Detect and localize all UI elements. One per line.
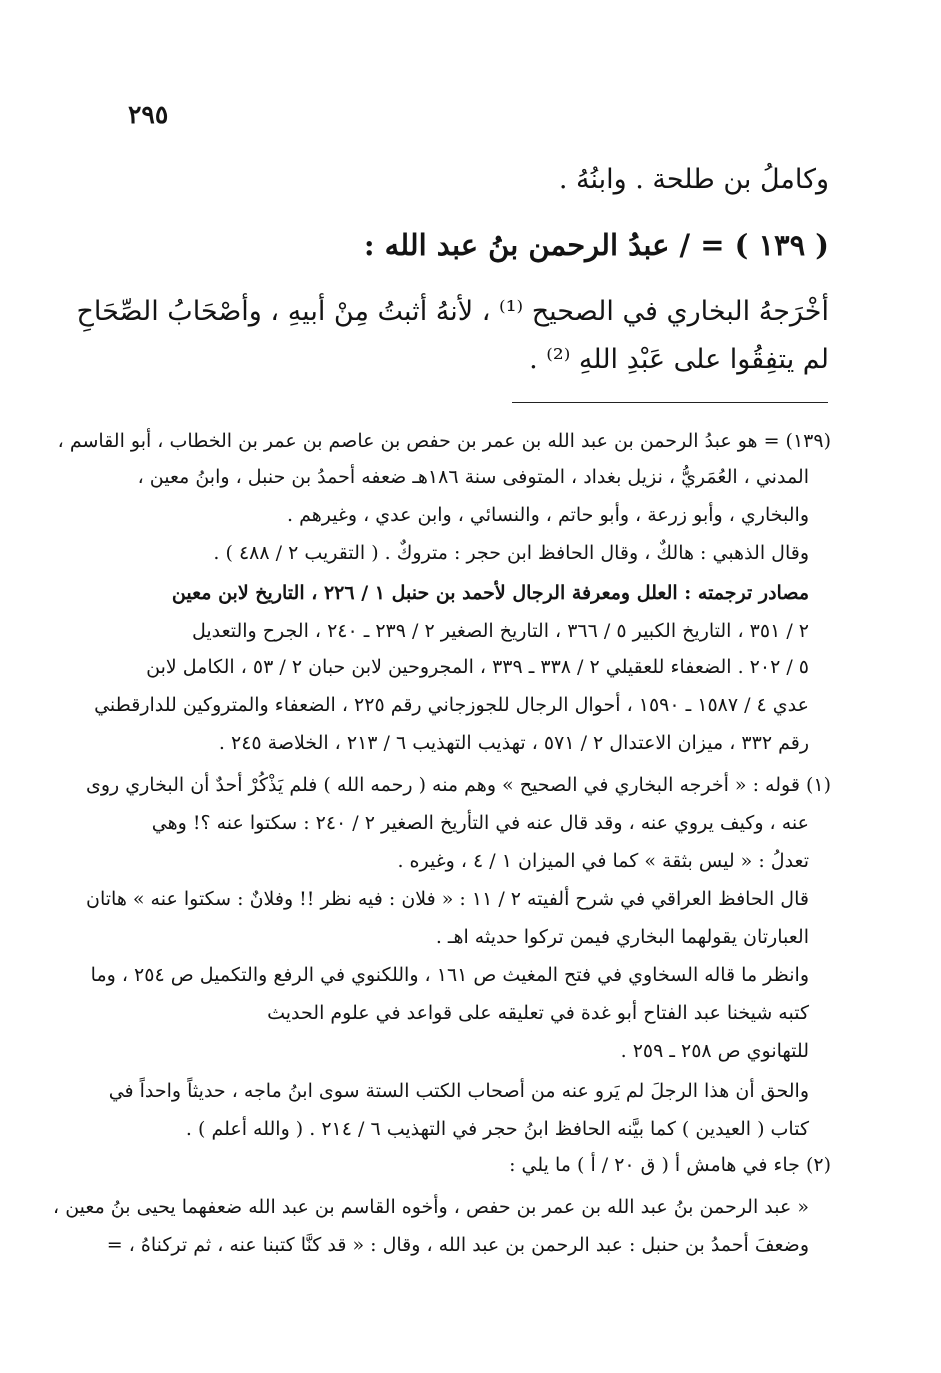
footnote-1-line: عنه ، وكيف يروي عنه ، وقد قال عنه في التأريخ الصغير ٢ / ٢٤٠ : سكتوا عنه ؟! وهي <box>151 812 809 834</box>
footnote-139-line: رقم ٣٣٢ ، ميزان الاعتدال ٢ / ٥٧١ ، تهذيب التهذيب ٦ / ٢١٣ ، الخلاصة ٢٤٥ . <box>218 732 809 754</box>
footnote-139-line: (١٣٩) = هو عبدُ الرحمن بن عبد الله بن عمر بن حفص بن عاصم بن عمر بن الخطاب ، أبو القاسم ، <box>57 430 831 452</box>
body-paragraph-line-2: لم يتفِقُوا على عَبْدِ اللهِ ⁽²⁾ . <box>529 344 829 375</box>
footnote-1-line: (١) قوله : « أخرجه البخاري في الصحيح » وهم منه ( رحمه الله ) فلم يَذْكُرْ أحدٌ أن البخاري روى <box>86 774 831 796</box>
entry-heading: ( ١٣٩ ) = / عبدُ الرحمن بنُ عبد الله : <box>363 228 829 262</box>
footnote-1-line: وانظر ما قاله السخاوي في فتح المغيث ص ١٦١ ، واللكنوي في الرفع والتكميل ص ٢٥٤ ، وما <box>90 964 809 986</box>
footnote-separator <box>512 402 828 403</box>
footnote-2-line: وضعفَ أحمدُ بن حنبل : عبد الرحمن بن عبد الله ، وقال : « قد كنَّا كتبنا عنه ، ثم تركناهُ ، = <box>106 1234 809 1256</box>
footnote-1-line: تعدلُ : « ليس بثقة » كما في الميزان ١ / ٤ ، وغيره . <box>397 850 809 872</box>
footnote-139-line: المدني ، العُمَريُّ ، نزيل بغداد ، المتوفى سنة ١٨٦هـ ضعفه أحمدُ بن حنبل ، وابنُ معين ، <box>137 466 809 488</box>
footnote-139-line: وقال الذهبي : هالكٌ ، وقال الحافظ ابن حجر : متروكٌ . ( التقريب ٢ / ٤٨٨ ) . <box>213 542 809 564</box>
footnote-139-line: ٥ / ٢٠٢ . الضعفاء للعقيلي ٢ / ٣٣٨ ـ ٣٣٩ ، المجروحين لابن حبان ٢ / ٥٣ ، الكامل لابن <box>146 656 809 678</box>
body-paragraph-line-1: أخْرَجهُ البخاري في الصحيح ⁽¹⁾ ، لأنهُ أثبتُ مِنْ أبيهِ ، وأصْحَابُ الصِّحَاحِ <box>76 296 829 327</box>
footnote-139-line: عدي ٤ / ١٥٨٧ ـ ١٥٩٠ ، أحوال الرجال للجوزجاني رقم ٢٢٥ ، الضعفاء والمتروكين للدارقطني <box>94 694 809 716</box>
footnote-1-line: العبارتان يقولهما البخاري فيمن تركوا حديثه اهـ . <box>435 926 809 948</box>
footnote-2-line: « عبد الرحمن بنُ عبد الله بن عمر بن حفص ، وأخوه القاسم بن عبد الله ضعفهما يحيى بنُ معين ، <box>53 1196 809 1218</box>
page-number: ٢٩٥ <box>128 100 169 129</box>
footnote-139-line: مصادر ترجمته : العلل ومعرفة الرجال لأحمد بن حنبل ١ / ٢٢٦ ، التاريخ لابن معين <box>171 582 809 604</box>
footnote-139-line: ٢ / ٣٥١ ، التاريخ الكبير ٥ / ٣٦٦ ، التاريخ الصغير ٢ / ٢٣٩ ـ ٢٤٠ ، الجرح والتعديل <box>191 620 809 642</box>
body-line-1: وكاملُ بن طلحة . وابنُهُ . <box>558 164 829 195</box>
footnote-1-line: للتهانوي ص ٢٥٨ ـ ٢٥٩ . <box>620 1040 809 1062</box>
footnote-2-line: (٢) جاء في هامش أ ( ق ٢٠ / أ ) ما يلي : <box>509 1154 831 1176</box>
footnote-1-line: قال الحافظ العراقي في شرح ألفيته ٢ / ١١ : « فلان : فيه نظر !! وفلانٌ : سكتوا عنه » هاتان <box>86 888 809 910</box>
footnote-1-line: كتبه شيخنا عبد الفتاح أبو غدة في تعليقه على قواعد في علوم الحديث <box>267 1002 809 1024</box>
footnote-1-line: والحق أن هذا الرجلَ لم يَرو عنه من أصحاب الكتب الستة سوى ابنُ ماجه ، حديثاً واحداً في <box>108 1080 809 1102</box>
footnote-139-line: والبخاري ، وأبو زرعة ، وأبو حاتم ، والنسائي ، وابن عدي ، وغيرهم . <box>286 504 809 526</box>
footnote-1-line: كتاب ( العيدين ) كما بيَّنه الحافظ ابنُ حجر في التهذيب ٦ / ٢١٤ . ( والله أعلم ) . <box>185 1118 809 1140</box>
